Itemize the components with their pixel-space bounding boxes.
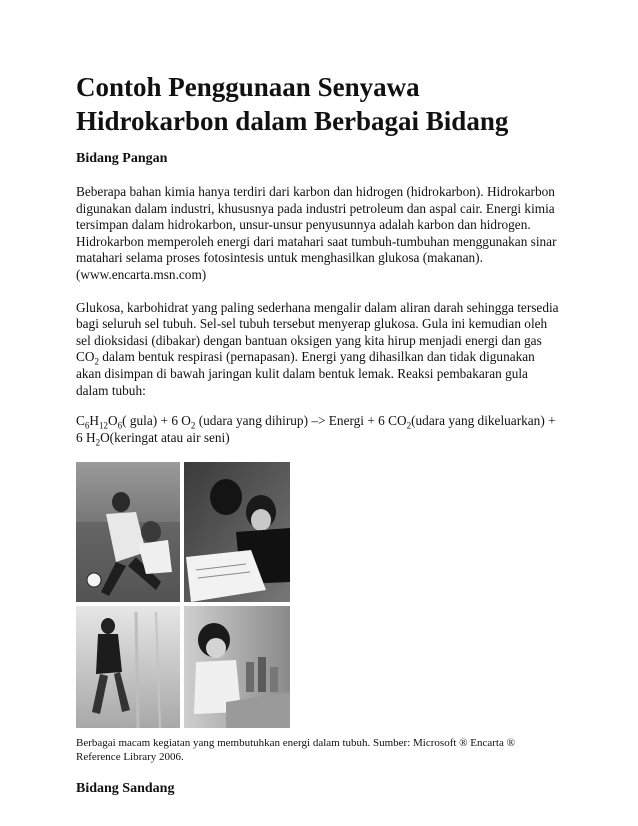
document-page: [76, 70, 562, 798]
reaction-equation: $C_6H_{12}O_6$( gula) + 6 $O_2$ (udara yang dihirup) –> Energi + 6 $CO_2(udara$ yang dikeluarkan) + 6 $H_2O(keringat$ atau air seni): [76, 413, 556, 448]
section-heading-sandang: Bidang Sandang: [76, 781, 175, 797]
section-heading-pangan: Bidang Pangan: [76, 151, 168, 166]
page-title: Contoh Penggunaan Senyawa Hidrokarbon dalam Berbagai Bidang: [76, 72, 509, 136]
photo-caption: Berbagai macam kegiatan yang membutuhkan energi dalam tubuh. Sumber: Microsoft ® Encarta ® Reference Library 2006.: [76, 737, 515, 764]
paragraph-glukosa: Glukosa, karbohidrat yang paling sederhana mengalir dalam aliran darah sehingga tersedia bagi seluruh sel tubuh. Sel-sel tubuh tersebut menyerap glukosa. Gula ini kemudian oleh sel dioksidasi (dibakar) dengan bantuan oksigen yang kita hirup menjadi energi dan gas $CO_2$ dalam bentuk respirasi (pernapasan). Energi yang dihasilkan dan tidak digunakan akan disimpan di bawah jaringan kulit dalam bentuk lemak. Reaksi pembakaran gula dalam tubuh:: [76, 299, 559, 398]
activity-photo-collage: [76, 462, 290, 728]
paragraph-hidrokarbon: Beberapa bahan kimia hanya terdiri dari karbon dan hidrogen (hidrokarbon). Hidrokarbon digunakan dalam industri, khususnya pada industri petroleum dan aspal cair. Energi kimia tersimpan dalam hidrokarbon, unsur-unsur penyusunnya adalah karbon dan hidrogen. Hidrokarbon memperoleh energi dari matahari saat tumbuh-tumbuhan menggunakan sinar matahari selama proses fotosintesis untuk menghasilkan glukosa (makanan). (www.encarta.msn.com): [76, 184, 557, 282]
